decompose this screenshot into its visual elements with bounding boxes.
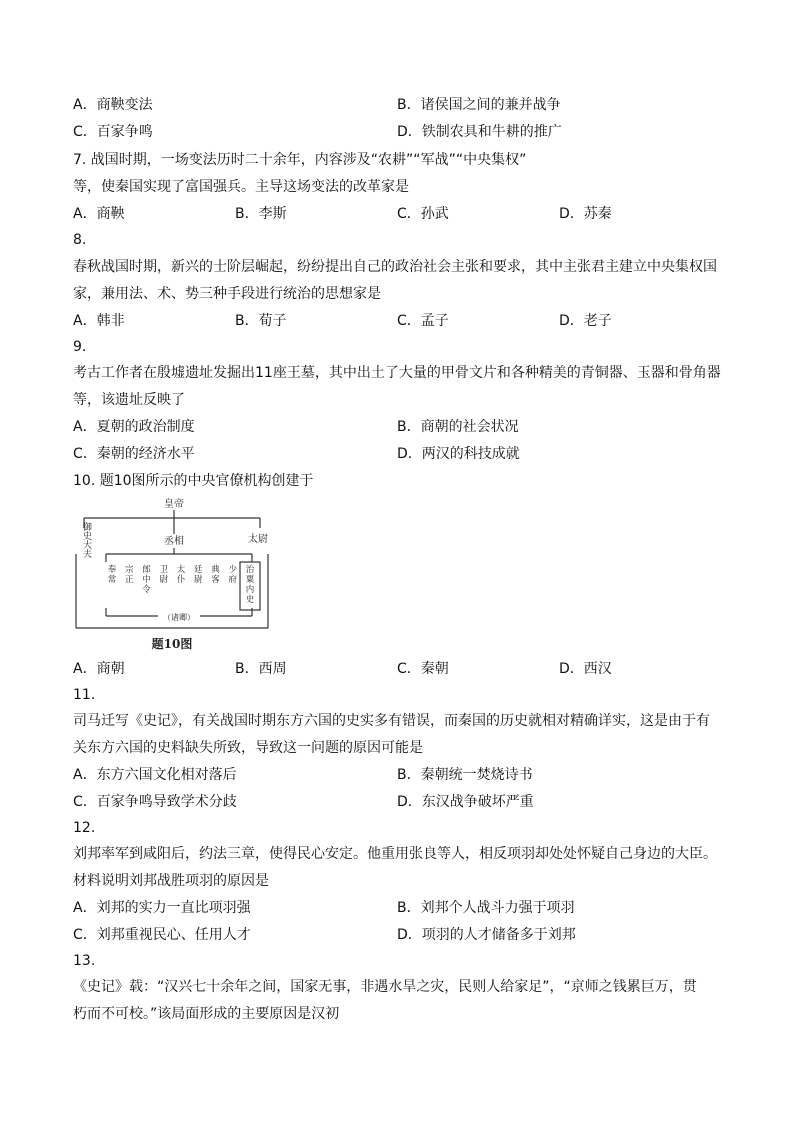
q12-stem-line-1: 刘邦率军到咸阳后，约法三章，使得民心安定。他重用张良等人，相反项羽却处处怀疑自己身边的大臣。 [73, 846, 717, 862]
fig-office-char: 中 [142, 575, 151, 585]
fig-office-labels [108, 564, 255, 605]
q6-option-a: A．商鞅变法 [73, 97, 153, 113]
q9-option-a: A．夏朝的政治制度 [73, 419, 195, 435]
q11-option-b: B．秦朝统一焚烧诗书 [397, 767, 533, 783]
q10-option-c: C．秦朝 [397, 661, 449, 677]
q8-number: 8. [73, 232, 87, 248]
q11-option-d: D．东汉战争破坏严重 [397, 794, 534, 810]
q10-option-b: B．西周 [235, 661, 287, 677]
fig-imperial-counselor: 御史大夫 [81, 522, 91, 558]
fig-office-char: 太 [176, 565, 186, 575]
q10-option-d: D．西汉 [559, 661, 612, 677]
q7-option-b: B．李斯 [235, 206, 287, 222]
fig-emperor: 皇帝 [164, 499, 184, 510]
q7-option-c: C．孙武 [397, 206, 449, 222]
q8-stem-line-1: 春秋战国时期，新兴的士阶层崛起，纷纷提出自己的政治社会主张和要求，其中主张君主建立中央集权国 [73, 259, 717, 275]
fig-office-char: 常 [107, 575, 117, 585]
fig-office-char: 奉 [107, 565, 117, 575]
q8-option-d: D．老子 [559, 313, 612, 329]
q11-stem-line-2: 关东方六国的史料缺失所致，导致这一问题的原因可能是 [73, 740, 423, 756]
q11-number: 11. [73, 687, 96, 703]
q11-option-c: C．百家争鸣导致学术分歧 [73, 794, 237, 810]
q9-number: 9. [73, 339, 87, 355]
fig-office-char: 客 [211, 575, 220, 585]
fig-chancellor: 丞相 [164, 536, 184, 547]
fig-grand-commandant: 太尉 [248, 534, 268, 545]
q8-stem-line-2: 家，兼用法、术、势三种手段进行统治的思想家是 [73, 286, 381, 302]
q6-option-b: B．诸侯国之间的兼并战争 [397, 97, 561, 113]
q13-stem-line-1: 《史记》载：“汉兴七十余年之间，国家无事，非遇水旱之灾，民则人给家足”，“京师之钱累巨万，贯 [73, 979, 697, 995]
q12-stem-line-2: 材料说明刘邦战胜项羽的原因是 [73, 873, 269, 889]
q10-org-chart-figure [72, 496, 272, 654]
q9-stem-line-1: 考古工作者在殷墟遗址发掘出11座王墓，其中出土了大量的甲骨文片和各种精美的青铜器、玉器和骨角器 [73, 365, 721, 381]
fig-office-char: 廷 [193, 565, 203, 575]
q11-option-a: A．东方六国文化相对落后 [73, 767, 237, 783]
q9-option-d: D．两汉的科技成就 [397, 446, 520, 462]
q7-option-d: D．苏秦 [559, 206, 612, 222]
fig-office-char: 粟 [245, 575, 255, 585]
q7-stem-line-1: 7. 战国时期，一场变法历时二十余年，内容涉及“农耕”“军战”“中央集权” [73, 152, 527, 168]
fig-caption: 题10图 [151, 637, 193, 651]
fig-office-char: 少 [228, 565, 238, 575]
q12-option-b: B．刘邦个人战斗力强于项羽 [397, 900, 575, 916]
q10-option-a: A．商朝 [73, 661, 125, 677]
fig-office-char: 内 [245, 585, 255, 595]
q10-stem: 10. 题10图所示的中央官僚机构创建于 [73, 473, 314, 489]
q9-stem-line-2: 等，该遗址反映了 [73, 392, 185, 408]
q13-stem-line-2: 朽而不可校。”该局面形成的主要原因是汉初 [73, 1006, 340, 1022]
fig-office-char: 典 [211, 565, 220, 575]
q11-stem-line-1: 司马迁写《史记》，有关战国时期东方六国的史实多有错误，而秦国的历史就相对精确详实，这是由于有 [73, 713, 710, 729]
q8-option-b: B．荀子 [235, 313, 287, 329]
q13-number: 13. [73, 953, 96, 969]
fig-office-char: 治 [245, 565, 255, 575]
q6-option-c: C．百家争鸣 [73, 124, 153, 140]
fig-office-char: 府 [228, 575, 238, 585]
fig-office-char: 令 [142, 585, 151, 595]
fig-office-char: 史 [245, 595, 255, 605]
fig-office-char: 卫 [159, 565, 169, 575]
fig-ministers-label: （诸卿） [163, 613, 195, 622]
q6-option-d: D．铁制农具和牛耕的推广 [397, 124, 562, 140]
fig-office-char: 仆 [176, 575, 186, 585]
fig-office-char: 郎 [142, 565, 151, 575]
fig-office-char: 宗 [124, 565, 134, 575]
q12-number: 12. [73, 820, 96, 836]
q8-option-c: C．孟子 [397, 313, 449, 329]
fig-office-char: 尉 [159, 575, 169, 585]
fig-office-char: 正 [124, 575, 134, 585]
fig-office-char: 尉 [193, 575, 203, 585]
q12-option-d: D．项羽的人才储备多于刘邦 [397, 927, 576, 943]
q7-stem-line-2: 等，使秦国实现了富国强兵。主导这场变法的改革家是 [73, 179, 409, 195]
q9-option-b: B．商朝的社会状况 [397, 419, 519, 435]
q7-option-a: A．商鞅 [73, 206, 125, 222]
q8-option-a: A．韩非 [73, 313, 125, 329]
q9-option-c: C．秦朝的经济水平 [73, 446, 195, 462]
q12-option-a: A．刘邦的实力一直比项羽强 [73, 900, 251, 916]
q12-option-c: C．刘邦重视民心、任用人才 [73, 927, 251, 943]
